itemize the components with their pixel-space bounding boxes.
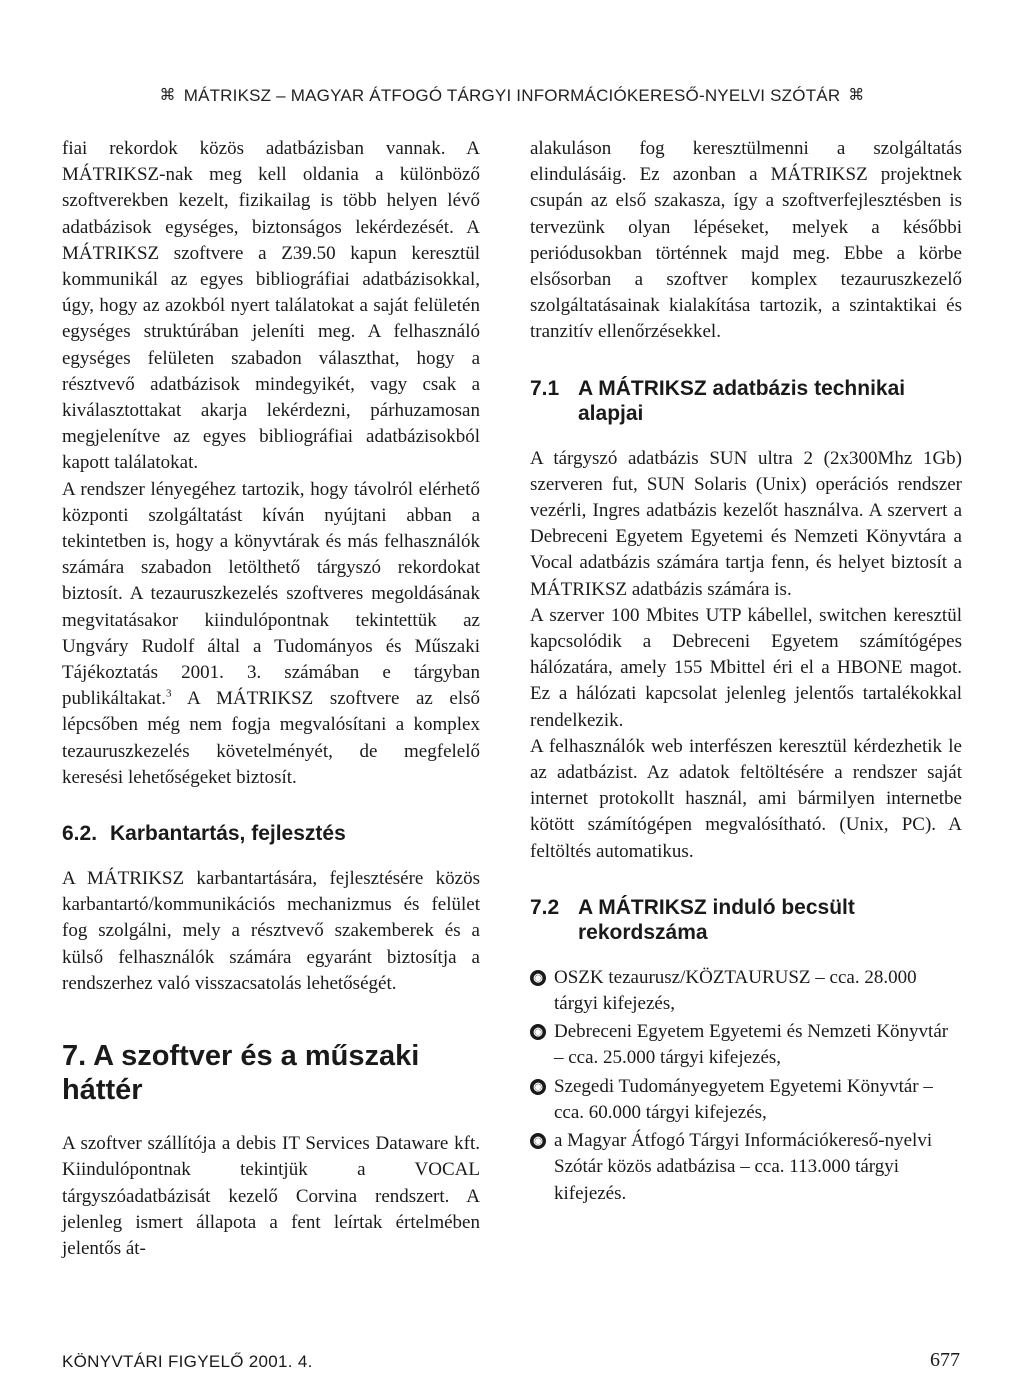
- section-heading-7-2: [530, 895, 962, 945]
- list-item-text: Debreceni Egyetem Egyetemi és Nemzeti Könyvtár – cca. 25.000 tárgyi kifejezés,: [554, 1021, 949, 1069]
- bullet-icon: ◉: [530, 1024, 546, 1040]
- paragraph: A szerver 100 Mbites UTP kábellel, switchen keresztül kapcsolódik a Debreceni Egyetem számítógépes hálózatára, amely 155 Mbittel éri el a HBONE magot. Ez a hálózati kapcsolat jelenleg jelentős tartalékokkal rendelkezik.: [530, 604, 962, 731]
- list-item-text: OSZK tezaurusz/KÖZTAURUSZ – cca. 28.000 tárgyi kifejezés,: [554, 966, 917, 1015]
- journal-footer: KÖNYVTÁRI FIGYELŐ 2001. 4.: [62, 1352, 313, 1371]
- running-header-title: MÁTRIKSZ – MAGYAR ÁTFOGÓ TÁRGYI INFORMÁCIÓKERESŐ-NYELVI SZÓTÁR: [183, 86, 841, 105]
- section-heading-7-1: [530, 376, 962, 426]
- list-item: [530, 1128, 962, 1207]
- section-number: 7.1: [530, 376, 560, 400]
- section-heading-6-2: [62, 821, 480, 846]
- chapter-heading-7: 7. A szoftver és a műszaki háttér: [62, 1040, 420, 1107]
- paragraph: A MÁTRIKSZ karbantartására, fejlesztésére közös karbantartó/kommunikációs mechanizmus és felület fog szolgálni, mely a résztvevő szakemberek és a külső felhasználók számára egyaránt biztosítja a rendszerhez való visszacsatolás lehetőségét.: [62, 868, 480, 994]
- list-item: [530, 1074, 962, 1126]
- list-item-text: a Magyar Átfogó Tárgyi Információkereső-nyelvi Szótár közös adatbázisa – cca. 113.000 tárgyi kifejezés.: [554, 1130, 933, 1204]
- paragraph: A felhasználók web interfészen keresztül kérdezhetik le az adatbázist. Az adatok feltöltésére a rendszer saját internet protokollt használ, ami bármilyen internetbe kötött számítógépen megvalósítható. (Unix, PC). A feltöltés automatikus.: [530, 735, 962, 862]
- list-item: [530, 965, 962, 1017]
- section-title: A MÁTRIKSZ adatbázis technikai alapjai: [578, 376, 906, 425]
- ornament-icon: ⌘: [159, 87, 176, 104]
- ornament-icon: ⌘: [848, 87, 865, 104]
- paragraph-text: A MÁTRIKSZ szoftvere az első lépcsőben még nem fogja megvalósítani a komplex tezauruszkezelés követelményét, de megfelelő keresési lehetőségeket biztosít.: [62, 688, 480, 788]
- section-number: 6.2.: [62, 822, 98, 846]
- bullet-icon: ◉: [530, 1079, 546, 1095]
- paragraph: alakuláson fog keresztülmenni a szolgáltatás elindulásáig. Ez azonban a MÁTRIKSZ projektnek csupán az első szakasza, így a szoftverfejlesztésben is tervezünk olyan lépéseket, melyek a későbbi periódusokban történnek majd meg. Ebbe a körbe elsősorban a szoftver komplex tezauruszkezelő szolgáltatásainak kialakítása tartozik, a szintaktikai és tranzitív ellenőrzésekkel.: [530, 138, 962, 343]
- bullet-icon: ◉: [530, 970, 546, 986]
- page-number: 677: [930, 1349, 960, 1371]
- section-title: Karbantartás, fejlesztés: [110, 822, 346, 846]
- paragraph-text: A rendszer lényegéhez tartozik, hogy távolról elérhető központi szolgáltatást kíván nyújtani abban a tekintetben is, hogy a könyvtárak és más felhasználók számára szabadon letölthető tárgyszó rekordokat biztosít. A tezauruszkezelés szoftveres megoldásának megvitatásakor kiindulópontnak tekintettük az Ungváry Rudolf által a Tudományos és Műszaki Tájékoztatás 2001. 3. számában e tárgyban publikáltakat.: [62, 478, 480, 710]
- running-header: [60, 86, 964, 106]
- bullet-icon: ◉: [530, 1133, 546, 1149]
- list-item: [530, 1019, 962, 1071]
- right-column: [530, 136, 962, 1209]
- paragraph: fiai rekordok közös adatbázisban vannak. A MÁTRIKSZ-nak meg kell oldania a különböző szoftverekben kezelt, fizikailag is több helyen lévő adatbázisok egységes, biztonságos lekérdezését. A MÁTRIKSZ szoftvere a Z39.50 kapun keresztül kommunikál az egyes bibliográfiai adatbázisokkal, úgy, hogy az azokból nyert találatokat a saját felületén egységes struktúrában jeleníti meg. A felhasználó egységes felületen szabadon választhat, hogy a résztvevő adatbázisok mindegyikét, vagy csak a kiválasztottakat akarja lekérdezni, párhuzamosan megjelenítve az egyes bibliográfiai adatbázisokból kapott találatokat.: [62, 138, 480, 474]
- section-title: A MÁTRIKSZ induló becsült rekordszáma: [578, 895, 855, 944]
- list-item-text: Szegedi Tudományegyetem Egyetemi Könyvtár – cca. 60.000 tárgyi kifejezés,: [554, 1075, 933, 1123]
- paragraph: [62, 477, 480, 791]
- paragraph: A szoftver szállítója a debis IT Services Dataware kft. Kiindulópontnak tekintjük a VOCAL tárgyszóadatbázisát kezelő Corvina rendszert. A jelenleg ismert állapota a fent leírtak értelmében jelentős át-: [62, 1133, 480, 1259]
- paragraph: A tárgyszó adatbázis SUN ultra 2 (2x300Mhz 1Gb) szerveren fut, SUN Solaris (Unix) operációs rendszer vezérli, Ingres adatbázis kezelőt használva. A szervert a Debreceni Egyetem Egyetemi és Nemzeti Könyvtára a Vocal adatbázis számára tartja fenn, és helyet biztosít a MÁTRIKSZ adatbázis számára is.: [530, 447, 962, 600]
- left-column: [62, 136, 480, 1262]
- footnote-marker[interactable]: 3: [165, 687, 172, 700]
- section-number: 7.2: [530, 895, 560, 919]
- record-count-list: [530, 965, 962, 1207]
